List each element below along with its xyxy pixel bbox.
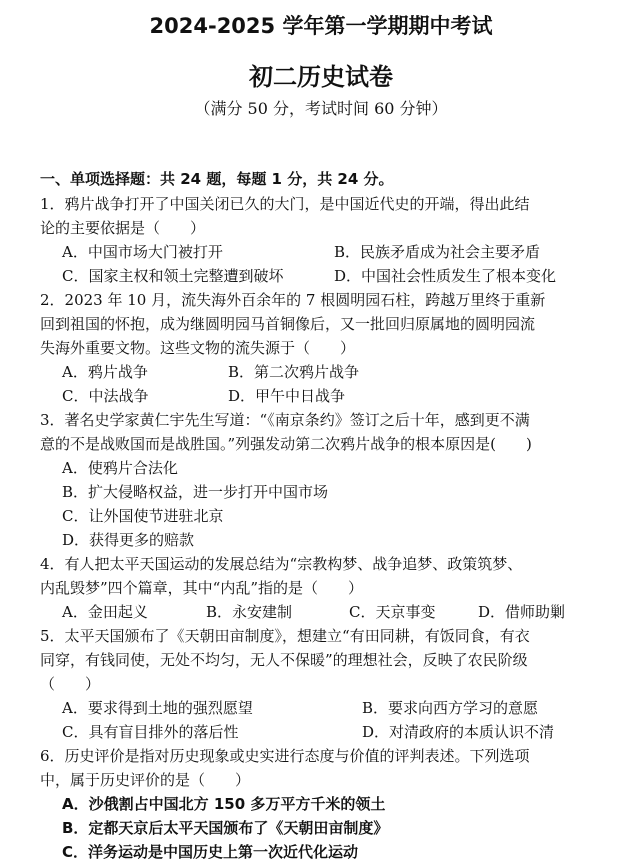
- option-a: A．鸦片战争: [62, 363, 148, 381]
- question-text: 内乱毁梦”四个篇章，其中“内乱”指的是（ ）: [40, 579, 364, 597]
- question-text: 同穿，有钱同使，无处不均匀，无人不保暖”的理想社会，反映了农民阶级: [40, 651, 528, 669]
- question-text: 意的不是战败国而是战胜国。”列强发动第二次鸦片战争的根本原因是( ): [40, 435, 532, 453]
- option-c: C．让外国使节进驻北京: [62, 507, 224, 525]
- option-b: B．定都天京后太平天国颁布了《天朝田亩制度》: [62, 819, 389, 837]
- option-a: A．使鸦片合法化: [62, 459, 178, 477]
- question-text: 3．著名史学家黄仁宇先生写道：“《南京条约》签订之后十年，感到更不满: [40, 411, 530, 429]
- option-a: A．中国市场大门被打开: [62, 243, 223, 261]
- option-d: D．借师助剿: [478, 603, 566, 621]
- question-text: 6．历史评价是指对历史现象或史实进行态度与价值的评判表述。下列选项: [40, 747, 530, 765]
- question-text: 回到祖国的怀抱，成为继圆明园马首铜像后，又一批回归原属地的圆明园流: [40, 315, 536, 333]
- exam-title: 2024-2025 学年第一学期期中考试: [149, 14, 493, 38]
- question-text: 中，属于历史评价的是（ ）: [40, 771, 251, 789]
- option-d: D．甲午中日战争: [228, 387, 346, 405]
- question-text: 论的主要依据是（ ）: [40, 219, 206, 237]
- option-b: B．永安建制: [206, 603, 293, 621]
- option-a: A．沙俄割占中国北方 150 多万平方千米的领土: [62, 795, 386, 813]
- option-c: C．洋务运动是中国历史上第一次近代化运动: [62, 843, 359, 861]
- option-b: B．第二次鸦片战争: [228, 363, 360, 381]
- section-heading: 一、单项选择题：共 24 题，每题 1 分，共 24 分。: [40, 170, 394, 188]
- question-text: 5．太平天国颁布了《天朝田亩制度》，想建立“有田同耕，有饭同食，有衣: [40, 627, 530, 645]
- question-text: 2．2023 年 10 月，流失海外百余年的 7 根圆明园石柱，跨越万里终于重新: [40, 291, 546, 309]
- option-d: D．获得更多的赔款: [62, 531, 195, 549]
- option-d: D．对清政府的本质认识不清: [362, 723, 555, 741]
- option-c: C．国家主权和领土完整遭到破坏: [62, 267, 284, 285]
- option-c: C．中法战争: [62, 387, 149, 405]
- option-d: D．中国社会性质发生了根本变化: [334, 267, 557, 285]
- option-b: B．扩大侵略权益，进一步打开中国市场: [62, 483, 329, 501]
- question-text: （ ）: [40, 675, 101, 693]
- option-b: B．要求向西方学习的意愿: [362, 699, 539, 717]
- option-c: C．具有盲目排外的落后性: [62, 723, 239, 741]
- subject-title: 初二历史试卷: [249, 63, 393, 91]
- question-text: 4．有人把太平天国运动的发展总结为“宗教构梦、战争追梦、政策筑梦、: [40, 555, 523, 573]
- question-text: 1．鸦片战争打开了中国关闭已久的大门，是中国近代史的开端，得出此结: [40, 195, 530, 213]
- question-text: 失海外重要文物。这些文物的流失源于（ ）: [40, 339, 356, 357]
- option-b: B．民族矛盾成为社会主要矛盾: [334, 243, 541, 261]
- option-a: A．金田起义: [62, 603, 148, 621]
- option-a: A．要求得到土地的强烈愿望: [62, 699, 253, 717]
- option-c: C．天京事变: [349, 603, 436, 621]
- exam-note: （满分 50 分，考试时间 60 分钟）: [194, 99, 448, 118]
